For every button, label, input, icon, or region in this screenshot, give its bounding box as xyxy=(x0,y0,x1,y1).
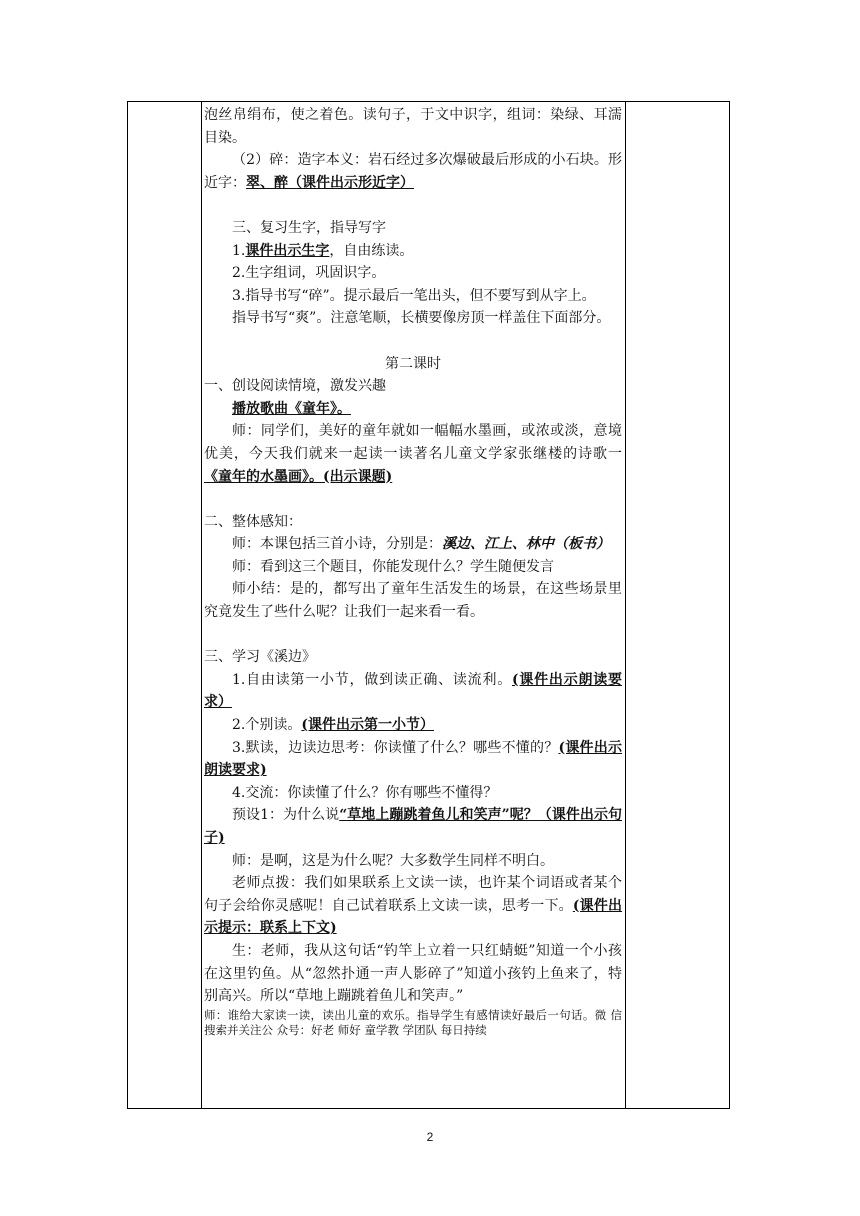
column-divider xyxy=(201,102,202,1108)
section-heading: 三、学习《溪边》 xyxy=(204,649,316,666)
column-divider xyxy=(625,102,626,1108)
page-number: 2 xyxy=(426,1130,434,1144)
paragraph: 生：老师，我从这句话“钓竿上立着一只红蜻蜓”知道一个小孩在这里钓鱼。从“忽然扑通一声人影碎了”知道小孩钓上鱼来了，特别高兴。所以“草地上蹦跳着鱼儿和笑声。” xyxy=(204,942,622,1005)
paragraph: 1.自由读第一小节，做到读正确、读流利。(课件出示朗读要求） xyxy=(204,671,622,711)
paragraph: 指导书写“爽”。注意笔顺，长横要像房顶一样盖住下面部分。 xyxy=(232,310,611,327)
paragraph: 2.生字组词，巩固识字。 xyxy=(232,265,386,282)
paragraph: （2）碎：造字本义：岩石经过多次爆破最后形成的小石块。形近字：翠、醉（课件出示形近字） xyxy=(204,152,622,191)
paragraph: 师：本课包括三首小诗，分别是：溪边、江上、林中（板书） xyxy=(232,536,610,553)
lesson-content xyxy=(204,104,622,1038)
paragraph: 3.指导书写“碎”。提示最后一笔出头，但不要写到从字上。 xyxy=(232,287,596,304)
lesson-table xyxy=(127,101,730,1109)
paragraph: 师：谁给大家读一读，读出儿童的欢乐。指导学生有感情读好最后一句话。微 信 搜索并关注公 众号：好老 师好 童学教 学团队 每日持续 xyxy=(204,1007,622,1037)
paragraph: 1.课件出示生字，自由练读。 xyxy=(232,242,414,259)
paragraph: 播放歌曲《童年》。 xyxy=(232,400,351,417)
paragraph: 4.交流：你读懂了什么？你有哪些不懂得？ xyxy=(232,784,498,801)
paragraph: 预设1：为什么说“草地上蹦跳着鱼儿和笑声”呢？（课件出示句子) xyxy=(204,807,622,846)
paragraph: 泡丝帛绢布，使之着色。读句子，于文中识字，组词：染绿、耳濡目染。 xyxy=(204,107,622,146)
paragraph: 3.默读，边读边思考：你读懂了什么？哪些不懂的？(课件出示朗读要求) xyxy=(204,739,622,779)
paragraph: 师：同学们，美好的童年就如一幅幅水墨画，或浓或淡，意境优美，今天我们就来一起读一读著名儿童文学家张继楼的诗歌一《童年的水墨画》。(出示课题) xyxy=(204,423,622,485)
section-heading: 一、创设阅读情境，激发兴趣 xyxy=(204,378,386,395)
paragraph: 老师点拨：我们如果联系上文读一读，也许某个词语或者某个句子会给你灵感呢！自己试着联系上文读一读，思考一下。(课件出示提示：联系上下文) xyxy=(204,875,623,937)
paragraph: 师：看到这三个题目，你能发现什么？学生随便发言 xyxy=(232,558,554,575)
section-heading: 三、复习生字，指导写字 xyxy=(232,219,386,236)
lesson-title: 第二课时 xyxy=(385,355,441,372)
paragraph: 师：是啊，这是为什么呢？大多数学生同样不明白。 xyxy=(232,852,554,869)
paragraph: 2.个别读。(课件出示第一小节） xyxy=(232,717,434,734)
paragraph: 师小结：是的，都写出了童年生活发生的场景，在这些场景里究竟发生了些什么呢？让我们一起来看一看。 xyxy=(204,581,622,621)
section-heading: 二、整体感知： xyxy=(204,513,302,530)
